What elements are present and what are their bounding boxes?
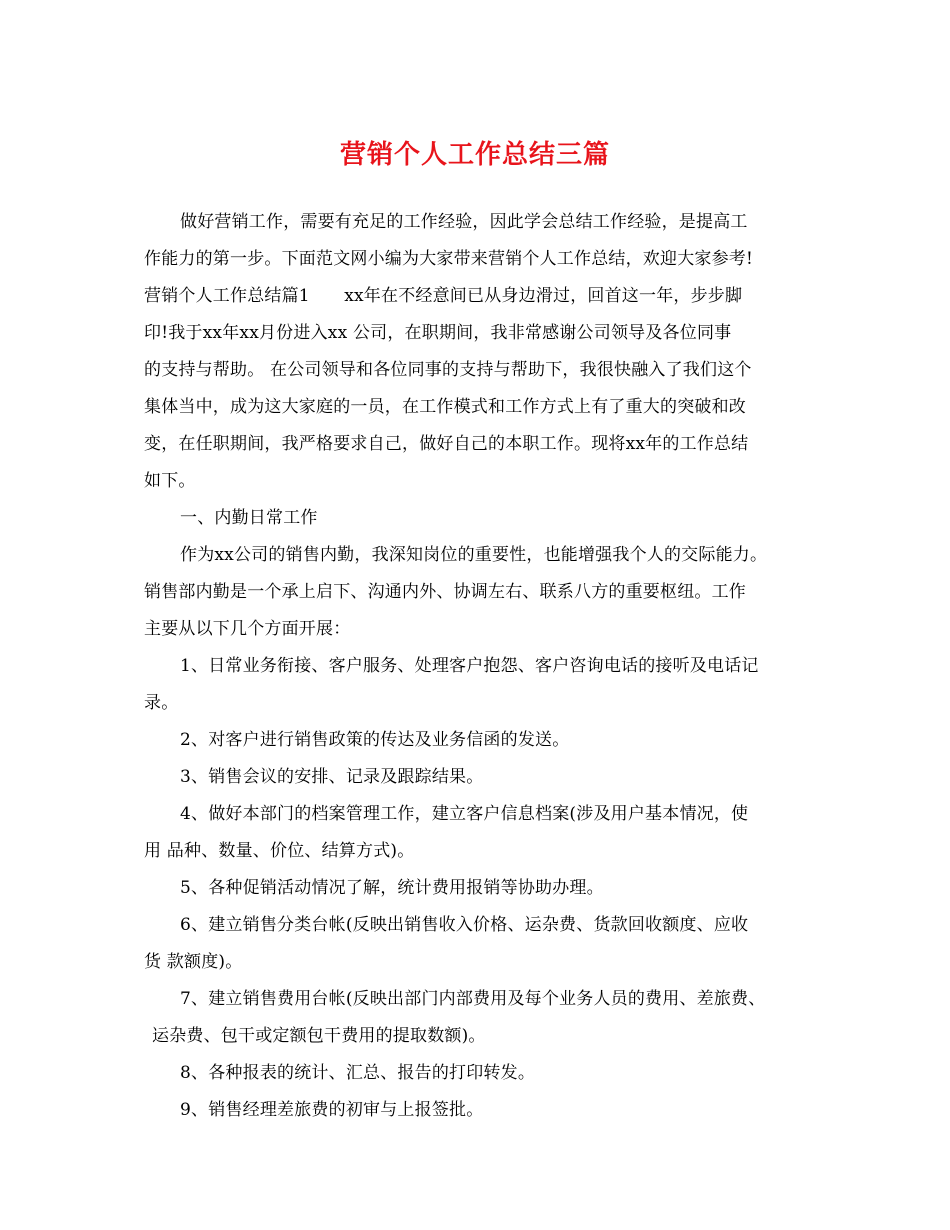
paragraph-line: 做好营销工作，需要有充足的工作经验，因此学会总结工作经验，是提高工 (180, 212, 748, 232)
paragraph-line: 变，在任职期间，我严格要求自己，做好自己的本职工作。现将xx年的工作总结 (144, 434, 749, 454)
paragraph-line: 作为xx公司的销售内勤，我深知岗位的重要性，也能增强我个人的交际能力。 (180, 545, 768, 565)
list-item-continuation: 运杂费、包干或定额包干费用的提取数额)。 (152, 1026, 486, 1046)
list-item: 9、销售经理差旅费的初审与上报签批。 (180, 1100, 484, 1120)
list-item: 5、各种促销活动情况了解，统计费用报销等协助办理。 (180, 878, 604, 898)
list-item-continuation: 录。 (144, 693, 179, 713)
section-heading: 一、内勤日常工作 (180, 508, 318, 528)
paragraph-line: 如下。 (144, 471, 196, 491)
paragraph-line: 印!我于xx年xx月份进入xx 公司，在职期间，我非常感谢公司领导及各位同事 (144, 323, 732, 343)
paragraph-line: 销售部内勤是一个承上启下、沟通内外、协调左右、联系八方的重要枢纽。工作 (144, 582, 746, 602)
list-item: 8、各种报表的统计、汇总、报告的打印转发。 (180, 1063, 536, 1083)
list-item: 4、做好本部门的档案管理工作，建立客户信息档案(涉及用户基本情况，使 (180, 804, 749, 824)
document-title: 营销个人工作总结三篇 (339, 140, 610, 170)
paragraph-line: 集体当中，成为这大家庭的一员，在工作模式和工作方式上有了重大的突破和改 (144, 397, 746, 417)
document-body (144, 204, 824, 1129)
list-item-continuation: 货 款额度)。 (144, 952, 243, 972)
list-item: 6、建立销售分类台帐(反映出销售收入价格、运杂费、货款回收额度、应收 (180, 915, 749, 935)
list-item-continuation: 用 品种、数量、价位、结算方式)。 (144, 841, 415, 861)
list-item: 7、建立销售费用台帐(反映出部门内部费用及每个业务人员的费用、差旅费、 (180, 989, 766, 1009)
paragraph-line: 营销个人工作总结篇1 xx年在不经意间已从身边滑过，回首这一年，步步脚 (144, 286, 743, 306)
paragraph-line: 主要从以下几个方面开展： (144, 619, 351, 639)
list-item: 2、对客户进行销售政策的传达及业务信函的发送。 (180, 730, 570, 750)
paragraph-line: 作能力的第一步。下面范文网小编为大家带来营销个人工作总结，欢迎大家参考! (144, 249, 754, 269)
list-item: 3、销售会议的安排、记录及跟踪结果。 (180, 767, 484, 787)
paragraph-line: 的支持与帮助。 在公司领导和各位同事的支持与帮助下，我很快融入了我们这个 (144, 360, 752, 380)
list-item: 1、日常业务衔接、客户服务、处理客户抱怨、客户咨询电话的接听及电话记 (180, 656, 759, 676)
